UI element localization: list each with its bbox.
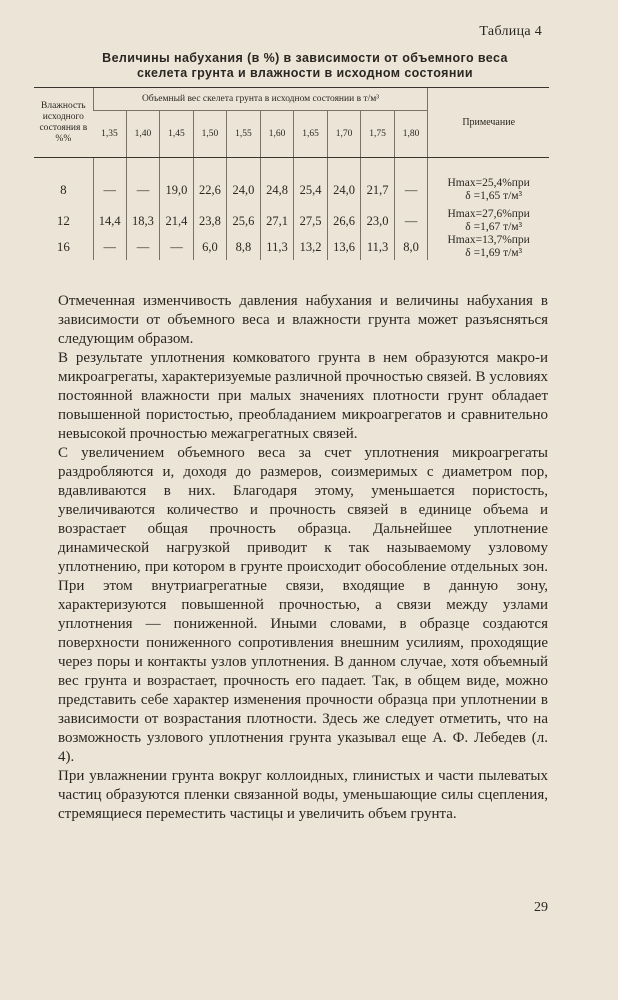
paragraph: В результате уплотнения комковатого грунта в нем образуются макро-и микроагрегаты, характеризуемые различной прочностью связей. В условиях постоянной влажности при малых значениях плотности грунт обладает повышенной пористостью, преобладанием микроагрегатов и сравнительно невысокой прочностью межагрегатных связей. [58,350,548,442]
value-cell: — [93,234,126,260]
value-cell: 24,0 [327,158,361,209]
moisture-cell: 16 [56,239,70,254]
density-header: 1,40 [126,111,160,158]
body-text [58,292,548,824]
value-cell: — [93,158,126,209]
value-cell: 26,6 [327,208,361,234]
value-cell: 11,3 [260,234,294,260]
value-cell: 21,7 [361,158,395,209]
density-header: 1,70 [327,111,361,158]
page-number: 29 [534,900,548,915]
value-cell: — [394,158,428,209]
density-header: 1,55 [227,111,261,158]
moisture-column-header: Влажность исходного состояния в %% [34,88,93,158]
value-cell: 19,0 [160,158,194,209]
value-cell: 13,2 [294,234,328,260]
density-header: 1,65 [294,111,328,158]
value-cell: 18,3 [126,208,160,234]
value-cell: — [394,208,428,234]
value-cell: 13,6 [327,234,361,260]
paragraph: Отмеченная изменчивость давления набухания и величины набухания в зависимости от объемного веса и влажности грунта может разъясняться следующим образом. [58,293,548,347]
value-cell: 25,6 [227,208,261,234]
note-column-header: Примечание [428,88,549,158]
value-cell: 27,5 [294,208,328,234]
note-cell [428,158,549,209]
note-cell [428,234,549,260]
value-cell: 22,6 [193,158,227,209]
paragraph: При увлажнении грунта вокруг коллоидных, глинистых и части пылеватых частиц образуются пленки связанной воды, уменьшающие силы сцепления, стремящиеся переместить частицы и увеличить объем грунта. [58,768,548,822]
table-label: Таблица 4 [479,24,542,39]
value-cell: 24,8 [260,158,294,209]
density-group-header: Объемный вес скелета грунта в исходном состоянии в т/м³ [93,88,428,111]
value-cell: 11,3 [361,234,395,260]
value-cell: 24,0 [227,158,261,209]
moisture-cell: 12 [56,213,70,228]
value-cell: 8,0 [394,234,428,260]
density-header: 1,75 [361,111,395,158]
density-header: 1,80 [394,111,428,158]
value-cell: 23,8 [193,208,227,234]
density-header: 1,35 [93,111,126,158]
value-cell: 14,4 [93,208,126,234]
moisture-cell: 8 [60,182,67,197]
value-cell: — [126,158,160,209]
note-line: δ =1,69 т/м³ [465,247,523,259]
table-row [34,208,549,234]
value-cell: 27,1 [260,208,294,234]
caption-line-1: Величины набухания (в %) в зависимости от объемного веса [102,51,508,65]
density-header: 1,45 [160,111,194,158]
value-cell: 6,0 [193,234,227,260]
value-cell: 8,8 [227,234,261,260]
note-line: δ =1,65 т/м³ [465,190,523,202]
caption-line-2: скелета грунта и влажности в исходном состоянии [137,66,473,80]
density-header: 1,50 [193,111,227,158]
note-line: Hmax=27,6%при [447,208,530,220]
value-cell: 21,4 [160,208,194,234]
table-row [34,158,549,209]
note-line: Hmax=13,7%при [447,234,530,246]
value-cell: 23,0 [361,208,395,234]
note-line: Hmax=25,4%при [447,177,530,189]
density-header: 1,60 [260,111,294,158]
value-cell: 25,4 [294,158,328,209]
paragraph: С увеличением объемного веса за счет уплотнения микроагрегаты раздробляются и, доходя до размеров, соизмеримых с диаметром пор, вдавливаются в них. Благодаря этому, уменьшается пористость, увеличиваются количество и прочность связей в единице объема и возрастает общая прочность образца. Дальнейшее уплотнение динамической нагрузкой приводит к так называемому узловому уплотнению, при котором в грунте происходит обособление отдельных зон. При этом внутриагрегатные связи, входящие в данную зону, характеризуются повышенной прочностью, а связи между узлами уплотнения — пониженной. Иными словами, в образце создаются поверхности пониженного сопротивления внешним усилиям, проходящие через поры и контакты узлов уплотнения. В данном случае, хотя объемный вес грунта и возрастает, прочность его падает. Так, в общем виде, можно представить себе характер изменения прочности образца при уплотнении в зависимости от возрастания плотности. Здесь же следует отметить, что на возможность узлового уплотнения грунта указывал еще А. Ф. Лебедев (л. 4). [58,445,548,765]
note-line: δ =1,67 т/м³ [465,221,523,233]
swelling-table [34,87,549,260]
value-cell: — [126,234,160,260]
table-row [34,234,549,260]
value-cell: — [160,234,194,260]
table-caption [58,51,552,81]
note-cell [428,208,549,234]
